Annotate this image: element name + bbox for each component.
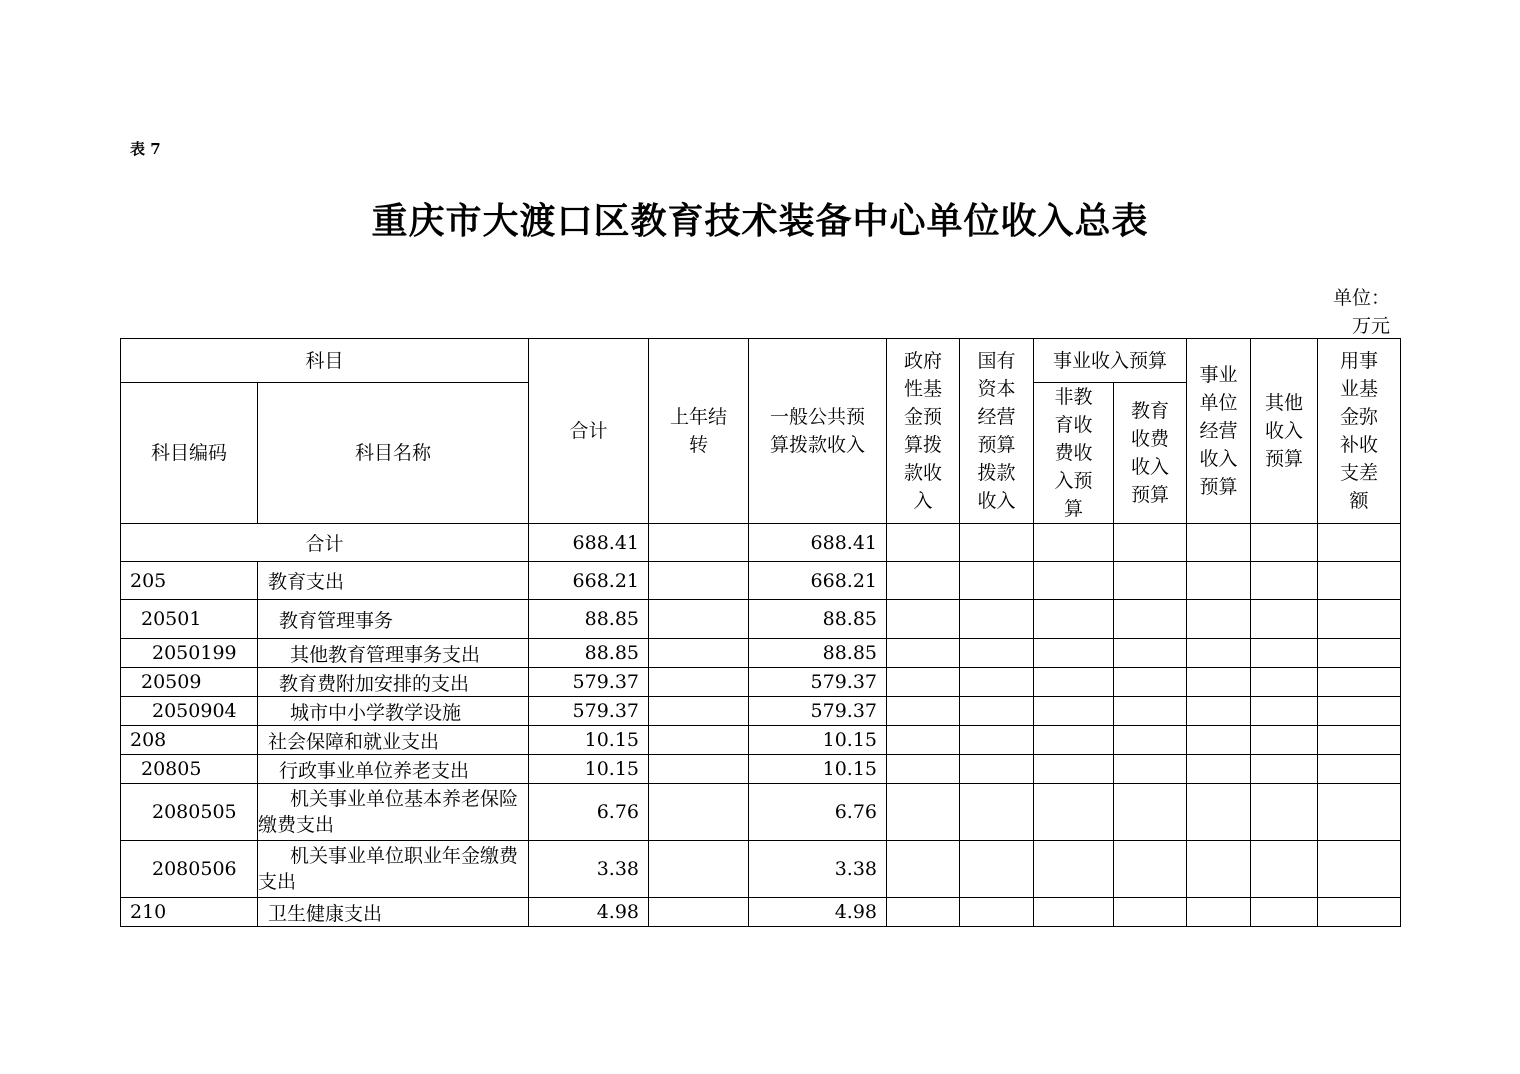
empty-cell bbox=[960, 639, 1034, 668]
table-row bbox=[121, 841, 1401, 898]
unit-label-line1: 单位： bbox=[1332, 287, 1390, 309]
empty-cell bbox=[1251, 562, 1318, 600]
header-fund-supplement bbox=[1318, 339, 1401, 524]
row-total: 6.76 bbox=[529, 784, 649, 841]
table-row bbox=[121, 697, 1401, 726]
empty-cell bbox=[1318, 697, 1401, 726]
subject-name: 城市中小学教学设施 bbox=[258, 697, 529, 726]
empty-cell bbox=[649, 784, 749, 841]
row-general: 4.98 bbox=[749, 898, 887, 927]
header-non-edu-fee bbox=[1034, 383, 1114, 524]
empty-cell bbox=[887, 600, 960, 639]
empty-cell bbox=[1251, 639, 1318, 668]
empty-cell bbox=[960, 562, 1034, 600]
header-non-edu-fee-text: 非教育收费收入预算 bbox=[1054, 386, 1093, 520]
empty-cell bbox=[960, 726, 1034, 755]
empty-cell bbox=[1034, 562, 1114, 600]
income-summary-table bbox=[120, 338, 1401, 927]
row-total: 10.15 bbox=[529, 726, 649, 755]
header-general-budget bbox=[749, 339, 887, 524]
empty-cell bbox=[887, 524, 960, 562]
subject-code: 2080506 bbox=[121, 841, 258, 898]
table-number-label: 表 7 bbox=[130, 140, 161, 158]
empty-cell bbox=[1034, 524, 1114, 562]
empty-cell bbox=[1187, 697, 1251, 726]
subject-code: 2080505 bbox=[121, 784, 258, 841]
empty-cell bbox=[1034, 726, 1114, 755]
empty-cell bbox=[1251, 755, 1318, 784]
empty-cell bbox=[887, 726, 960, 755]
empty-cell bbox=[1251, 726, 1318, 755]
empty-cell bbox=[649, 639, 749, 668]
subject-code: 205 bbox=[121, 562, 258, 600]
table-row bbox=[121, 600, 1401, 639]
subject-code: 2050199 bbox=[121, 639, 258, 668]
row-total: 668.21 bbox=[529, 562, 649, 600]
subject-name: 机关事业单位职业年金缴费支出 bbox=[258, 841, 529, 898]
row-general: 3.38 bbox=[749, 841, 887, 898]
empty-cell bbox=[960, 841, 1034, 898]
empty-cell bbox=[960, 784, 1034, 841]
empty-cell bbox=[960, 898, 1034, 927]
empty-cell bbox=[649, 841, 749, 898]
table-row-total bbox=[121, 524, 1401, 562]
empty-cell bbox=[1187, 784, 1251, 841]
empty-cell bbox=[960, 755, 1034, 784]
empty-cell bbox=[960, 697, 1034, 726]
empty-cell bbox=[1114, 562, 1187, 600]
empty-cell bbox=[1187, 841, 1251, 898]
subject-code: 20501 bbox=[121, 600, 258, 639]
empty-cell bbox=[1187, 898, 1251, 927]
header-carryover-text: 上年结转 bbox=[670, 406, 728, 456]
empty-cell bbox=[1114, 726, 1187, 755]
empty-cell bbox=[1187, 639, 1251, 668]
table-row bbox=[121, 898, 1401, 927]
header-total: 合计 bbox=[529, 339, 649, 524]
empty-cell bbox=[1114, 755, 1187, 784]
row-total: 88.85 bbox=[529, 639, 649, 668]
subject-name: 卫生健康支出 bbox=[258, 898, 529, 927]
header-operating-text: 事业单位经营收入预算 bbox=[1199, 364, 1238, 498]
empty-cell bbox=[649, 726, 749, 755]
empty-cell bbox=[1318, 639, 1401, 668]
empty-cell bbox=[1114, 600, 1187, 639]
empty-cell bbox=[1251, 841, 1318, 898]
empty-cell bbox=[649, 668, 749, 697]
unit-label bbox=[1328, 284, 1390, 340]
empty-cell bbox=[1187, 726, 1251, 755]
empty-cell bbox=[1318, 898, 1401, 927]
empty-cell bbox=[649, 600, 749, 639]
total-row-label: 合计 bbox=[121, 524, 529, 562]
row-general: 88.85 bbox=[749, 600, 887, 639]
row-total: 579.37 bbox=[529, 668, 649, 697]
row-general: 579.37 bbox=[749, 697, 887, 726]
row-general: 10.15 bbox=[749, 755, 887, 784]
row-total: 88.85 bbox=[529, 600, 649, 639]
empty-cell bbox=[1187, 600, 1251, 639]
empty-cell bbox=[887, 755, 960, 784]
empty-cell bbox=[1187, 562, 1251, 600]
subject-name: 教育费附加安排的支出 bbox=[258, 668, 529, 697]
subject-code: 208 bbox=[121, 726, 258, 755]
table-row bbox=[121, 562, 1401, 600]
header-carryover bbox=[649, 339, 749, 524]
empty-cell bbox=[1187, 524, 1251, 562]
header-other bbox=[1251, 339, 1318, 524]
empty-cell bbox=[1318, 524, 1401, 562]
subject-name: 行政事业单位养老支出 bbox=[258, 755, 529, 784]
header-gov-fund-text: 政府性基金预算拨款收入 bbox=[904, 350, 943, 512]
table-row bbox=[121, 668, 1401, 697]
header-general-budget-text: 一般公共预算拨款收入 bbox=[770, 406, 866, 456]
empty-cell bbox=[1034, 841, 1114, 898]
empty-cell bbox=[1187, 755, 1251, 784]
header-subject-name: 科目名称 bbox=[258, 383, 529, 524]
empty-cell bbox=[1318, 600, 1401, 639]
table-row bbox=[121, 726, 1401, 755]
empty-cell bbox=[1318, 784, 1401, 841]
header-subject-code: 科目编码 bbox=[121, 383, 258, 524]
subject-name: 机关事业单位基本养老保险缴费支出 bbox=[258, 784, 529, 841]
row-general: 579.37 bbox=[749, 668, 887, 697]
header-business-income: 事业收入预算 bbox=[1034, 339, 1187, 383]
empty-cell bbox=[1318, 726, 1401, 755]
empty-cell bbox=[1187, 668, 1251, 697]
table-row bbox=[121, 639, 1401, 668]
header-edu-fee-text: 教育收费收入预算 bbox=[1131, 400, 1170, 506]
empty-cell bbox=[1034, 898, 1114, 927]
empty-cell bbox=[1251, 697, 1318, 726]
empty-cell bbox=[887, 898, 960, 927]
empty-cell bbox=[1034, 600, 1114, 639]
header-operating bbox=[1187, 339, 1251, 524]
subject-name: 社会保障和就业支出 bbox=[258, 726, 529, 755]
header-gov-fund bbox=[887, 339, 960, 524]
empty-cell bbox=[1318, 755, 1401, 784]
total-row-carryover bbox=[649, 524, 749, 562]
header-state-capital bbox=[960, 339, 1034, 524]
empty-cell bbox=[1251, 524, 1318, 562]
subject-code: 20805 bbox=[121, 755, 258, 784]
empty-cell bbox=[887, 562, 960, 600]
empty-cell bbox=[1318, 668, 1401, 697]
empty-cell bbox=[960, 668, 1034, 697]
row-total: 3.38 bbox=[529, 841, 649, 898]
empty-cell bbox=[1114, 668, 1187, 697]
header-state-capital-text: 国有资本经营预算拨款收入 bbox=[977, 350, 1016, 512]
subject-name: 教育管理事务 bbox=[258, 600, 529, 639]
empty-cell bbox=[887, 639, 960, 668]
empty-cell bbox=[1318, 841, 1401, 898]
empty-cell bbox=[960, 600, 1034, 639]
subject-name: 其他教育管理事务支出 bbox=[258, 639, 529, 668]
empty-cell bbox=[887, 668, 960, 697]
empty-cell bbox=[887, 841, 960, 898]
empty-cell bbox=[1114, 524, 1187, 562]
subject-code: 2050904 bbox=[121, 697, 258, 726]
subject-code: 20509 bbox=[121, 668, 258, 697]
total-row-total: 688.41 bbox=[529, 524, 649, 562]
row-general: 668.21 bbox=[749, 562, 887, 600]
header-edu-fee bbox=[1114, 383, 1187, 524]
header-subject: 科目 bbox=[121, 339, 529, 383]
empty-cell bbox=[1034, 639, 1114, 668]
empty-cell bbox=[1251, 668, 1318, 697]
empty-cell bbox=[1034, 668, 1114, 697]
row-general: 88.85 bbox=[749, 639, 887, 668]
table-row bbox=[121, 784, 1401, 841]
empty-cell bbox=[1114, 639, 1187, 668]
empty-cell bbox=[649, 898, 749, 927]
empty-cell bbox=[1318, 562, 1401, 600]
empty-cell bbox=[1114, 898, 1187, 927]
empty-cell bbox=[649, 755, 749, 784]
empty-cell bbox=[1034, 784, 1114, 841]
subject-name: 教育支出 bbox=[258, 562, 529, 600]
row-total: 4.98 bbox=[529, 898, 649, 927]
row-total: 10.15 bbox=[529, 755, 649, 784]
header-fund-supplement-text: 用事业基金弥补收支差额 bbox=[1340, 350, 1379, 512]
header-other-text: 其他收入预算 bbox=[1265, 392, 1304, 470]
empty-cell bbox=[960, 524, 1034, 562]
row-general: 10.15 bbox=[749, 726, 887, 755]
empty-cell bbox=[649, 562, 749, 600]
empty-cell bbox=[1114, 784, 1187, 841]
empty-cell bbox=[1251, 600, 1318, 639]
empty-cell bbox=[1114, 697, 1187, 726]
empty-cell bbox=[887, 697, 960, 726]
empty-cell bbox=[1034, 697, 1114, 726]
row-total: 579.37 bbox=[529, 697, 649, 726]
table-row bbox=[121, 755, 1401, 784]
empty-cell bbox=[649, 697, 749, 726]
empty-cell bbox=[1251, 898, 1318, 927]
empty-cell bbox=[1251, 784, 1318, 841]
row-general: 6.76 bbox=[749, 784, 887, 841]
empty-cell bbox=[1114, 841, 1187, 898]
empty-cell bbox=[1034, 755, 1114, 784]
total-row-general: 688.41 bbox=[749, 524, 887, 562]
subject-code: 210 bbox=[121, 898, 258, 927]
unit-label-line2: 万元 bbox=[1351, 315, 1390, 337]
page-title: 重庆市大渡口区教育技术装备中心单位收入总表 bbox=[371, 201, 1149, 242]
empty-cell bbox=[887, 784, 960, 841]
